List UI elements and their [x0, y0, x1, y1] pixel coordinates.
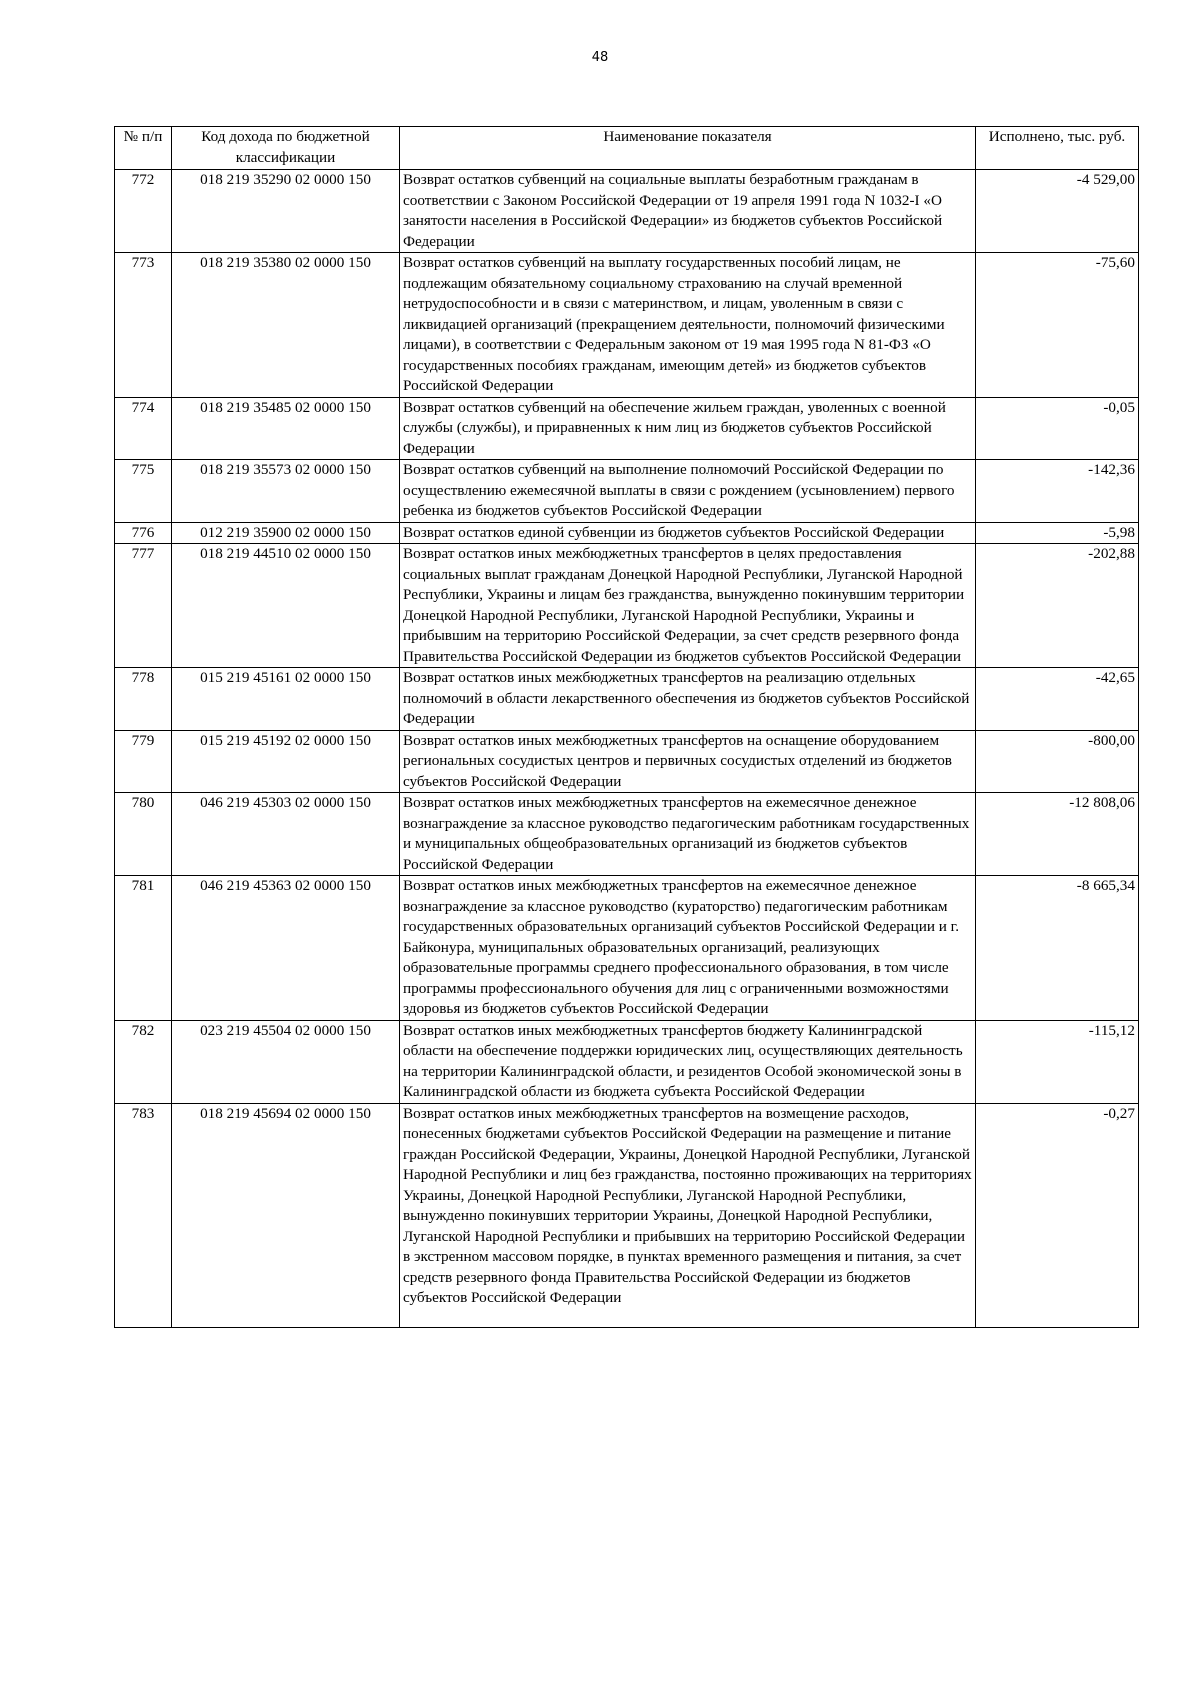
row-number: 777 — [115, 544, 172, 668]
row-amount: -5,98 — [976, 522, 1139, 544]
row-code: 018 219 45694 02 0000 150 — [172, 1103, 400, 1327]
row-amount: -115,12 — [976, 1020, 1139, 1103]
row-code: 018 219 44510 02 0000 150 — [172, 544, 400, 668]
row-number: 772 — [115, 170, 172, 253]
revenue-table — [114, 126, 1139, 1328]
row-amount: -0,05 — [976, 397, 1139, 460]
row-amount: -142,36 — [976, 460, 1139, 523]
header-name: Наименование показателя — [400, 127, 976, 170]
row-code: 012 219 35900 02 0000 150 — [172, 522, 400, 544]
row-description: Возврат остатков единой субвенции из бюджетов субъектов Российской Федерации — [400, 522, 976, 544]
row-description: Возврат остатков субвенций на выплату государственных пособий лицам, не подлежащим обязательному социальному страхованию на случай временной нетрудоспособности и в связи с материнством, и лицам, уволенным в связи с ликвидацией организаций (прекращением деятельности, полномочий физическими лицами), в соответствии с Федеральным законом от 19 мая 1995 года N 81-ФЗ «О государственных пособиях гражданам, имеющим детей» из бюджетов субъектов Российской Федерации — [400, 253, 976, 398]
row-amount: -202,88 — [976, 544, 1139, 668]
row-description: Возврат остатков субвенций на социальные выплаты безработным гражданам в соответствии с Законом Российской Федерации от 19 апреля 1991 года N 1032-I «О занятости населения в Российской Федерации» из бюджетов субъектов Российской Федерации — [400, 170, 976, 253]
row-number: 782 — [115, 1020, 172, 1103]
header-amount: Исполнено, тыс. руб. — [976, 127, 1139, 170]
header-num: № п/п — [115, 127, 172, 170]
table-row — [115, 460, 1139, 523]
row-number: 783 — [115, 1103, 172, 1327]
row-amount: -8 665,34 — [976, 876, 1139, 1021]
row-number: 776 — [115, 522, 172, 544]
row-code: 015 219 45192 02 0000 150 — [172, 730, 400, 793]
row-amount: -42,65 — [976, 668, 1139, 731]
table-row — [115, 793, 1139, 876]
row-code: 018 219 35485 02 0000 150 — [172, 397, 400, 460]
row-code: 018 219 35290 02 0000 150 — [172, 170, 400, 253]
row-description: Возврат остатков иных межбюджетных трансфертов на ежемесячное денежное вознаграждение за классное руководство педагогическим работникам государственных и муниципальных общеобразовательных организаций из бюджетов субъектов Российской Федерации — [400, 793, 976, 876]
table-row — [115, 1103, 1139, 1327]
table-header-row — [115, 127, 1139, 170]
row-description: Возврат остатков иных межбюджетных трансфертов на оснащение оборудованием региональных сосудистых центров и первичных сосудистых отделений из бюджетов субъектов Российской Федерации — [400, 730, 976, 793]
row-description: Возврат остатков иных межбюджетных трансфертов бюджету Калининградской области на обеспечение поддержки юридических лиц, осуществляющих деятельность на территории Калининградской области, и резидентов Особой экономической зоны в Калининградской области из бюджета субъекта Российской Федерации — [400, 1020, 976, 1103]
table-row — [115, 253, 1139, 398]
row-code: 018 219 35380 02 0000 150 — [172, 253, 400, 398]
row-number: 775 — [115, 460, 172, 523]
row-code: 015 219 45161 02 0000 150 — [172, 668, 400, 731]
row-code: 046 219 45363 02 0000 150 — [172, 876, 400, 1021]
row-description: Возврат остатков субвенций на выполнение полномочий Российской Федерации по осуществлению ежемесячной выплаты в связи с рождением (усыновлением) первого ребенка из бюджетов субъектов Российской Федерации — [400, 460, 976, 523]
row-amount: -800,00 — [976, 730, 1139, 793]
table-row — [115, 397, 1139, 460]
row-number: 773 — [115, 253, 172, 398]
table-row — [115, 730, 1139, 793]
row-amount: -0,27 — [976, 1103, 1139, 1327]
row-amount: -75,60 — [976, 253, 1139, 398]
table-row — [115, 668, 1139, 731]
table-row — [115, 170, 1139, 253]
row-number: 779 — [115, 730, 172, 793]
row-amount: -12 808,06 — [976, 793, 1139, 876]
row-code: 023 219 45504 02 0000 150 — [172, 1020, 400, 1103]
row-description: Возврат остатков иных межбюджетных трансфертов на возмещение расходов, понесенных бюджетами субъектов Российской Федерации на размещение и питание граждан Российской Федерации, Украины, Донецкой Народной Республики, Луганской Народной Республики и лиц без гражданства, постоянно проживающих на территориях Украины, Донецкой Народной Республики, Луганской Народной Республики, вынужденно покинувших территории Украины, Донецкой Народной Республики, Луганской Народной Республики и прибывших на территорию Российской Федерации в экстренном массовом порядке, в пунктах временного размещения и питания, за счет средств резервного фонда Правительства Российской Федерации из бюджетов субъектов Российской Федерации — [400, 1103, 976, 1327]
row-number: 781 — [115, 876, 172, 1021]
header-code: Код дохода по бюджетной классификации — [172, 127, 400, 170]
row-amount: -4 529,00 — [976, 170, 1139, 253]
row-description: Возврат остатков субвенций на обеспечение жильем граждан, уволенных с военной службы (службы), и приравненных к ним лиц из бюджетов субъектов Российской Федерации — [400, 397, 976, 460]
row-description: Возврат остатков иных межбюджетных трансфертов на реализацию отдельных полномочий в области лекарственного обеспечения из бюджетов субъектов Российской Федерации — [400, 668, 976, 731]
row-code: 018 219 35573 02 0000 150 — [172, 460, 400, 523]
table-row — [115, 876, 1139, 1021]
row-number: 778 — [115, 668, 172, 731]
row-description: Возврат остатков иных межбюджетных трансфертов в целях предоставления социальных выплат гражданам Донецкой Народной Республики, Луганской Народной Республики, Украины и лицам без гражданства, вынужденно покинувшим территории Донецкой Народной Республики, Луганской Народной Республики, Украины и прибывшим на территорию Российской Федерации, за счет средств резервного фонда Правительства Российской Федерации из бюджетов субъектов Российской Федерации — [400, 544, 976, 668]
row-number: 774 — [115, 397, 172, 460]
table-row — [115, 1020, 1139, 1103]
row-number: 780 — [115, 793, 172, 876]
table-row — [115, 544, 1139, 668]
row-description: Возврат остатков иных межбюджетных трансфертов на ежемесячное денежное вознаграждение за классное руководство (кураторство) педагогическим работникам государственных образовательных организаций субъектов Российской Федерации и г. Байконура, муниципальных образовательных организаций, реализующих образовательные программы среднего профессионального образования, в том числе программы профессионального обучения для лиц с ограниченными возможностями здоровья из бюджетов субъектов Российской Федерации — [400, 876, 976, 1021]
row-code: 046 219 45303 02 0000 150 — [172, 793, 400, 876]
page-number: 48 — [591, 50, 609, 65]
table-row — [115, 522, 1139, 544]
